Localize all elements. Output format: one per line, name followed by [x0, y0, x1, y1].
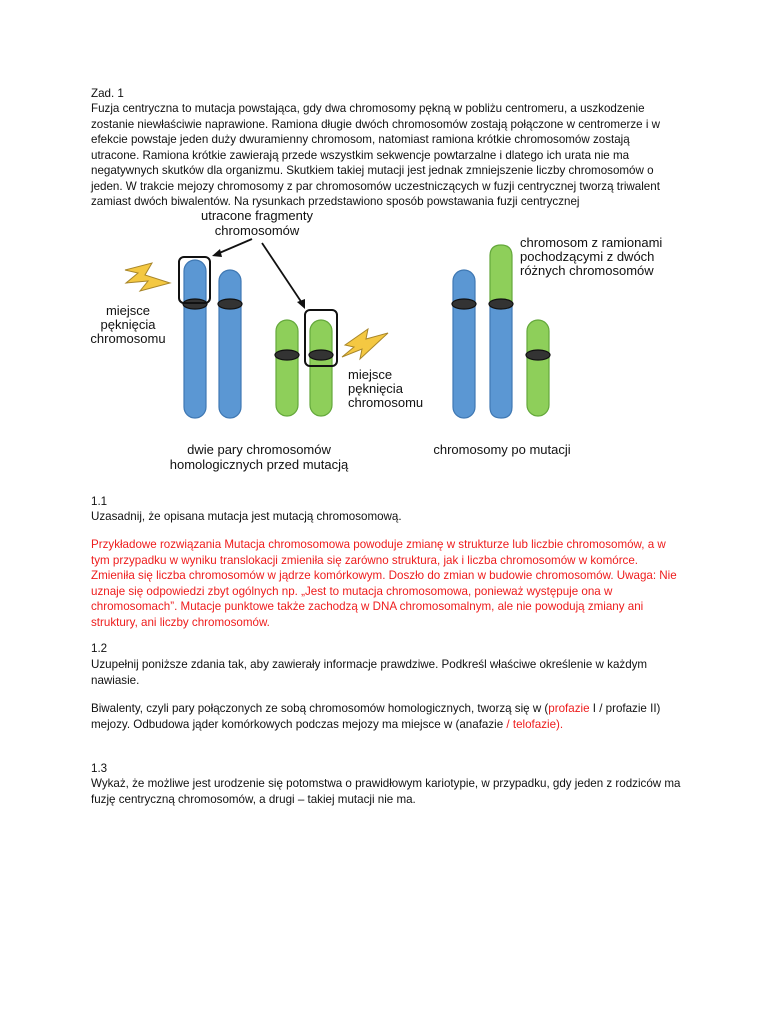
q1-2-number: 1.2: [91, 642, 108, 655]
centromere: [309, 350, 333, 360]
caption-before-1: dwie pary chromosomów: [187, 442, 331, 457]
q1-1-answer: Przykładowe rozwiązania Mutacja chromosomowa powoduje zmianę w strukturze lub liczbie chromosomów, a w tym przypadku w wyniku translokacji zmieniła się zarówno struktura, jak i liczba chromosomów w komórce. Zmieniła się liczba chromosomów w jądrze komórkowym. Doszło do zmian w budowie chromosomów. Uwaga: Nie uznaje się odpowiedzi zbyt ogólnych np. „Jest to mutacja chromosomowa, ponieważ występuje ona w chromosomach”. Mutacje punktowe także zachodzą w DNA chromosomalnym, ale nie powodują zmiany ani struktury, ani liczby chromosomów.: [91, 538, 677, 629]
arrow-head: [212, 249, 222, 257]
task-heading: Zad. 1: [91, 87, 124, 100]
lightning-bolt-icon: [342, 329, 388, 359]
green-chromosome-1: [276, 320, 298, 416]
label-break-right-1: miejsce: [348, 367, 393, 382]
green-chromosome-normal: [527, 320, 549, 416]
lightning-bolt-icon: [125, 263, 170, 291]
blue-chromosome-normal: [453, 270, 475, 418]
blue-chromosome-1: [184, 260, 206, 418]
centromere: [526, 350, 550, 360]
centromere: [218, 299, 242, 309]
label-break-left-2: pęknięcia: [100, 317, 156, 332]
q1-2-answer-telofazie: / telofazie).: [503, 717, 564, 731]
q1-1-number: 1.1: [91, 495, 108, 508]
q1-2-part-c: I / profazie II) mejozy. Odbudowa jąder komórkowych podczas mejozy ma miejsce w (anafazie: [91, 702, 661, 731]
blue-chromosome-2: [219, 270, 241, 418]
label-lost-line-1: utracone fragmenty: [200, 208, 314, 223]
label-lost-line-2: chromosomów: [214, 223, 300, 238]
caption-after: chromosomy po mutacji: [433, 442, 571, 457]
q1-2-question: Uzupełnij poniższe zdania tak, aby zawierały informacje prawdziwe. Podkreśl właściwe określenie w każdym nawiasie.: [91, 658, 648, 687]
task-intro: Fuzja centryczna to mutacja powstająca, gdy dwa chromosomy pękną w pobliżu centromeru, a uszkodzenie zostanie niewłaściwie naprawione. Ramiona długie dwóch chromosomów zostają połączone w centromerze i w efekcie powstaje jeden duży dwuramienny chromosom, natomiast ramiona krótkie chromosomów zostają utracone. Ramiona krótkie zawierają przede wszystkim sekwencje powtarzalne i dlatego ich urata nie ma negatywnych skutków dla organizmu. Skutkiem takiej mutacji jest jednak zmniejszenie liczby chromosomów o jeden. W trakcie mejozy chromosomy z par chromosomów uczestniczących w fuzji centrycznej tworzą triwalent zamiast dwóch biwalentów. Na rysunkach przedstawiono sposób powstawania fuzji centrycznej: [91, 102, 661, 208]
q1-2-part-a: Biwalenty, czyli pary połączonych ze sobą chromosomów homologicznych, tworzą się w (: [91, 702, 549, 715]
blue-chromosome-pair: [183, 260, 242, 418]
arrow-head: [297, 299, 305, 309]
arrow-to-blue-fragment: [217, 239, 252, 254]
q1-3-question: Wykaż, że możliwe jest urodzenie się potomstwa o prawidłowym kariotypie, w przypadku, gdy jeden z rodziców ma fuzję centryczną chromosomów, a drugi – takiej mutacji nie ma.: [91, 777, 681, 806]
label-fused-2: pochodzącymi z dwóch: [520, 249, 655, 264]
caption-before-2: homologicznych przed mutacją: [169, 457, 349, 472]
q1-2-answer-profazie: profazie: [548, 702, 590, 715]
q1-2-sentences: [91, 701, 681, 732]
fused-chromosome-green-arm: [490, 245, 512, 304]
arrow-to-green-fragment: [262, 243, 302, 303]
label-break-left-3: chromosomu: [90, 331, 166, 346]
centromere: [489, 299, 513, 309]
q1-3-number: 1.3: [91, 762, 108, 775]
label-fused-1: chromosom z ramionami: [520, 235, 663, 250]
label-break-left-1: miejsce: [105, 303, 151, 318]
centromere: [275, 350, 299, 360]
label-break-right-2: pęknięcia: [348, 381, 403, 396]
centromere: [452, 299, 476, 309]
green-chromosome-2: [310, 320, 332, 416]
q1-1-question: Uzasadnij, że opisana mutacja jest mutacją chromosomową.: [91, 510, 402, 523]
fused-chromosome-blue-arm: [490, 304, 512, 418]
label-fused-3: różnych chromosomów: [520, 263, 654, 278]
centric-fusion-figure: [90, 205, 680, 480]
label-break-right-3: chromosomu: [348, 395, 424, 410]
